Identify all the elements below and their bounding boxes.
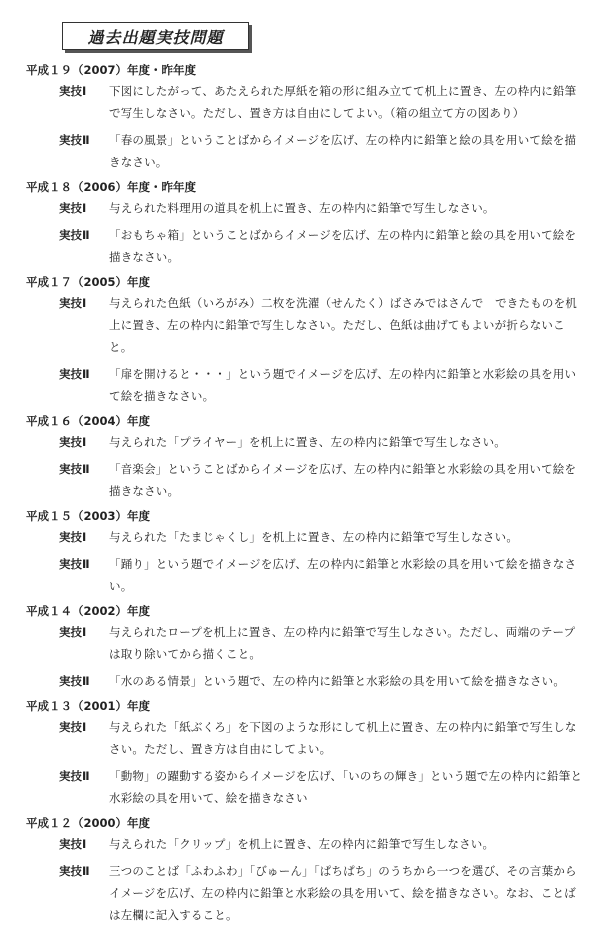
task-item <box>59 363 586 407</box>
task-item <box>59 526 586 548</box>
exam-list <box>26 59 586 931</box>
task-label: 実技Ⅱ <box>59 864 90 878</box>
year-section <box>26 412 586 502</box>
task-text: 「音楽会」ということばからイメージを広げ、左の枠内に鉛筆と水彩絵の具を用いて絵を描きなさい。 <box>109 462 577 498</box>
task-item <box>59 197 586 219</box>
task-text: 「水のある情景」という題で、左の枠内に鉛筆と水彩絵の具を用いて絵を描きなさい。 <box>109 674 566 688</box>
task-label: 実技Ⅱ <box>59 367 90 381</box>
task-label: 実技Ⅰ <box>59 201 87 215</box>
task-item <box>59 292 586 358</box>
year-section <box>26 273 586 407</box>
year-heading: 平成１５（2003）年度 <box>26 509 151 523</box>
year-section <box>26 697 586 809</box>
task-label: 実技Ⅱ <box>59 462 90 476</box>
task-text: 与えられた「プライヤー」を机上に置き、左の枠内に鉛筆で写生しなさい。 <box>109 435 506 449</box>
task-label: 実技Ⅰ <box>59 296 87 310</box>
task-item <box>59 458 586 502</box>
page-title: 過去出題実技問題 <box>62 22 249 50</box>
task-text: 下図にしたがって、あたえられた厚紙を箱の形に組み立てて机上に置き、左の枠内に鉛筆で写生しなさい。ただし、置き方は自由にしてよい。（箱の組立て方の図あり） <box>109 84 577 120</box>
task-item <box>59 431 586 453</box>
task-label: 実技Ⅰ <box>59 720 87 734</box>
task-label: 実技Ⅰ <box>59 84 87 98</box>
task-item <box>59 129 586 173</box>
year-section <box>26 814 586 926</box>
task-item <box>59 553 586 597</box>
task-item <box>59 621 586 665</box>
task-text: 三つのことば「ふわふわ」「びゅーん」「ぱちぱち」のうちから一つを選び、その言葉からイメージを広げ、左の枠内に鉛筆と水彩絵の具を用いて、絵を描きなさい。なお、ことばは左欄に記入すること。 <box>109 864 577 922</box>
task-label: 実技Ⅱ <box>59 557 90 571</box>
year-section <box>26 602 586 692</box>
task-label: 実技Ⅱ <box>59 674 90 688</box>
year-section <box>26 507 586 597</box>
task-text: 「踊り」という題でイメージを広げ、左の枠内に鉛筆と水彩絵の具を用いて絵を描きなさい。 <box>109 557 577 593</box>
task-text: 与えられたロープを机上に置き、左の枠内に鉛筆で写生しなさい。ただし、両端のテープは取り除いてから描くこと。 <box>109 625 576 661</box>
year-heading: 平成１３（2001）年度 <box>26 699 151 713</box>
task-text: 「動物」の躍動する姿からイメージを広げ、「いのちの輝き」という題で左の枠内に鉛筆と水彩絵の具を用いて、絵を描きなさい <box>109 769 583 805</box>
task-item <box>59 765 586 809</box>
year-section <box>26 61 586 173</box>
task-label: 実技Ⅰ <box>59 530 87 544</box>
task-item <box>59 833 586 855</box>
year-heading: 平成１７（2005）年度 <box>26 275 151 289</box>
task-item <box>59 670 586 692</box>
year-heading: 平成１９（2007）年度・昨年度 <box>26 63 197 77</box>
task-item <box>59 224 586 268</box>
task-label: 実技Ⅱ <box>59 228 90 242</box>
task-label: 実技Ⅰ <box>59 837 87 851</box>
task-label: 実技Ⅰ <box>59 625 87 639</box>
task-label: 実技Ⅱ <box>59 769 90 783</box>
task-label: 実技Ⅰ <box>59 435 87 449</box>
task-text: 「春の風景」ということばからイメージを広げ、左の枠内に鉛筆と絵の具を用いて絵を描きなさい。 <box>109 133 577 169</box>
year-section <box>26 178 586 268</box>
year-heading: 平成１６（2004）年度 <box>26 414 151 428</box>
task-item <box>59 80 586 124</box>
year-heading: 平成１８（2006）年度・昨年度 <box>26 180 197 194</box>
task-text: 与えられた「クリップ」を机上に置き、左の枠内に鉛筆で写生しなさい。 <box>109 837 495 851</box>
task-label: 実技Ⅱ <box>59 133 90 147</box>
task-text: 与えられた色紙（いろがみ）二枚を洗濯（せんたく）ばさみではさんで できたものを机上に置き、左の枠内に鉛筆で写生しなさい。ただし、色紙は曲げてもよいが折らないこと。 <box>109 296 577 354</box>
year-heading: 平成１２（2000）年度 <box>26 816 151 830</box>
task-text: 「扉を開けると・・・」という題でイメージを広げ、左の枠内に鉛筆と水彩絵の具を用いて絵を描きなさい。 <box>109 367 577 403</box>
year-heading: 平成１４（2002）年度 <box>26 604 151 618</box>
task-item <box>59 860 586 926</box>
task-item <box>59 716 586 760</box>
task-text: 与えられた料理用の道具を机上に置き、左の枠内に鉛筆で写生しなさい。 <box>109 201 495 215</box>
task-text: 与えられた「たまじゃくし」を机上に置き、左の枠内に鉛筆で写生しなさい。 <box>109 530 519 544</box>
task-text: 与えられた「紙ぶくろ」を下図のような形にして机上に置き、左の枠内に鉛筆で写生しなさい。ただし、置き方は自由にしてよい。 <box>109 720 577 756</box>
task-text: 「おもちゃ箱」ということばからイメージを広げ、左の枠内に鉛筆と絵の具を用いて絵を描きなさい。 <box>109 228 577 264</box>
